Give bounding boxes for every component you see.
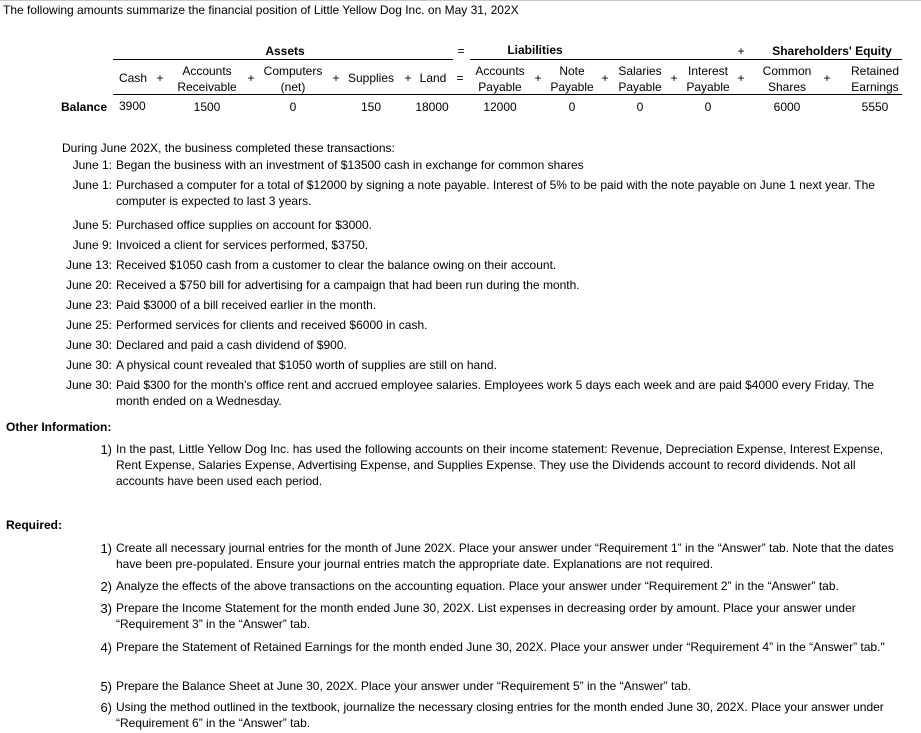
other-info-title: Other Information: xyxy=(6,420,112,434)
transactions-intro: During June 202X, the business completed these transactions: xyxy=(62,141,395,155)
assets-header: Assets xyxy=(265,44,305,58)
plus-sign: + xyxy=(670,71,678,85)
col-accounts-payable: Accounts Payable xyxy=(475,64,525,94)
balance-note-payable: 0 xyxy=(568,100,576,114)
balance-accounts-payable: 12000 xyxy=(483,100,517,114)
required-title: Required: xyxy=(6,518,63,532)
balance-retained-earnings: 5550 xyxy=(861,100,889,114)
plus-sign: + xyxy=(247,71,255,85)
col-salaries-payable: Salaries Payable xyxy=(618,64,662,94)
col-supplies: Supplies xyxy=(347,71,395,85)
intro-text: The following amounts summarize the financial position of Little Yellow Dog Inc. on May 31, 202X xyxy=(3,3,519,17)
col-common-shares: Common Shares xyxy=(762,64,812,94)
col-computers-net: Computers (net) xyxy=(263,64,323,94)
col-cash: Cash xyxy=(118,71,148,85)
assets-underline xyxy=(113,59,453,60)
equals-sign-header: = xyxy=(457,44,465,58)
header-underline xyxy=(113,94,902,95)
col-land: Land xyxy=(419,71,447,85)
plus-sign: + xyxy=(823,71,831,85)
balance-interest-payable: 0 xyxy=(704,100,712,114)
plus-sign: + xyxy=(601,71,609,85)
equals-sign: = xyxy=(456,71,464,85)
plus-sign: + xyxy=(404,71,412,85)
top-border xyxy=(0,0,921,1)
balance-land: 18000 xyxy=(415,100,449,114)
balance-supplies: 150 xyxy=(360,100,382,114)
balance-accounts-receivable: 1500 xyxy=(193,100,221,114)
plus-sign-header: + xyxy=(737,44,745,58)
balance-common-shares: 6000 xyxy=(773,100,801,114)
plus-sign: + xyxy=(156,71,164,85)
balance-computers: 0 xyxy=(289,100,297,114)
col-interest-payable: Interest Payable xyxy=(686,64,730,94)
col-retained-earnings: Retained Earnings xyxy=(850,64,900,94)
plus-sign: + xyxy=(332,71,340,85)
balance-label: Balance xyxy=(61,100,108,114)
balance-salaries-payable: 0 xyxy=(636,100,644,114)
equity-header: Shareholders' Equity xyxy=(772,44,892,58)
plus-sign: + xyxy=(534,71,542,85)
col-note-payable: Note Payable xyxy=(550,64,594,94)
plus-sign: + xyxy=(737,71,745,85)
balance-cash: 3900 xyxy=(119,99,146,113)
col-accounts-receivable: Accounts Receivable xyxy=(177,64,237,94)
liabilities-header: Liabilities xyxy=(507,43,563,57)
claims-underline xyxy=(470,59,902,60)
